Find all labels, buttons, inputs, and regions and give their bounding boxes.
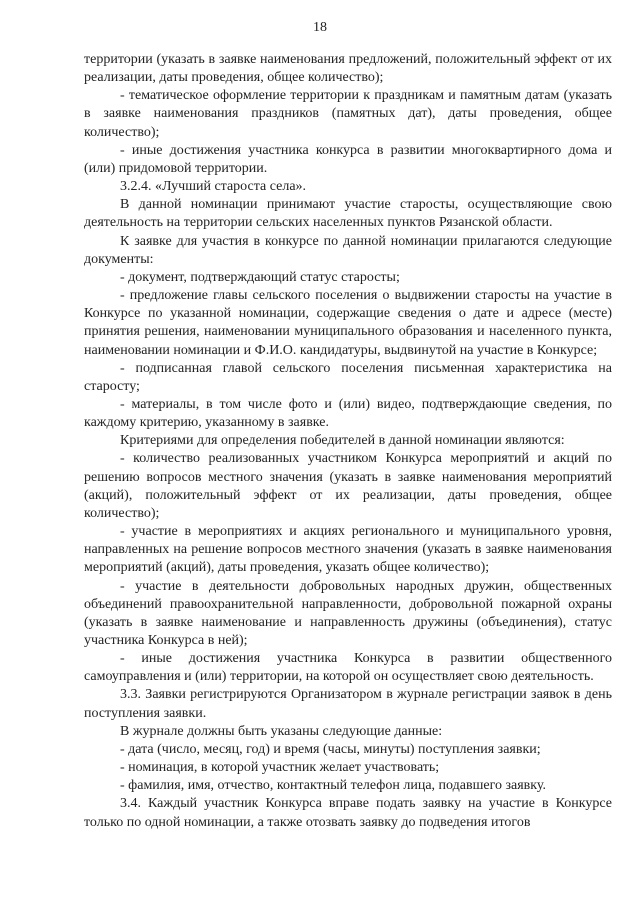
paragraph: - иные достижения участника конкурса в развитии многоквартирного дома и (или) придомовой территории. xyxy=(84,142,612,176)
paragraph: территории (указать в заявке наименования предложений, положительный эффект от их реализации, даты проведения, общее количество); xyxy=(84,52,612,86)
paragraph: В данной номинации принимают участие старосты, осуществляющие свою деятельность на территории сельских населенных пунктов Рязанской области. xyxy=(84,197,612,231)
paragraph: - предложение главы сельского поселения о выдвижении старосты на участие в Конкурсе по указанной номинации, содержащие сведения о дате и адресе (месте) принятия решения, наименовании муниципального образования и населенного пункта, наименовании номинации и Ф.И.О. кандидатуры, выдвинутой на участие в Конкурсе; xyxy=(84,288,612,358)
paragraph: - участие в деятельности добровольных народных дружин, общественных объединений правоохранительной направленности, добровольной пожарной охраны (указать в заявке наименование и направленность дружины (объединения), статус участника Конкурса в ней); xyxy=(84,578,612,648)
paragraph: - подписанная главой сельского поселения письменная характеристика на старосту; xyxy=(84,360,612,394)
paragraph: 3.3. Заявки регистрируются Организатором в журнале регистрации заявок в день поступления заявки. xyxy=(84,687,612,721)
paragraph: 3.2.4. «Лучший староста села». xyxy=(120,179,307,195)
page-number: 18 xyxy=(313,20,327,35)
paragraph: - материалы, в том числе фото и (или) видео, подтверждающие сведения, по каждому критерию, указанному в заявке. xyxy=(84,396,612,431)
paragraph: - дата (число, месяц, год) и время (часы, минуты) поступления заявки; xyxy=(120,741,541,757)
paragraph: В журнале должны быть указаны следующие данные: xyxy=(120,723,443,739)
paragraph: - документ, подтверждающий статус старосты; xyxy=(120,269,400,285)
paragraph: Критериями для определения победителей в данной номинации являются: xyxy=(120,433,565,449)
paragraph: 3.4. Каждый участник Конкурса вправе подать заявку на участие в Конкурсе только по одной номинации, а также отозвать заявку до подведения итогов xyxy=(84,796,612,830)
paragraph: - номинация, в которой участник желает участвовать; xyxy=(120,760,440,776)
paragraph: - количество реализованных участником Конкурса мероприятий и акций по решению вопросов местного значения (указать в заявке наименования мероприятий (акций), положительный эффект от их реализации, даты проведения, общее количество); xyxy=(84,451,612,521)
paragraph: К заявке для участия в конкурсе по данной номинации прилагаются следующие документы: xyxy=(84,233,612,267)
paragraph: - участие в мероприятиях и акциях регионального и муниципального уровня, направленных на решение вопросов местного значения (указать в заявке наименования мероприятий (акций), даты проведения, указать общее количество); xyxy=(84,524,612,576)
paragraph: - иные достижения участника Конкурса в развитии общественного самоуправления и (или) территории, на которой он осуществляет свою деятельность. xyxy=(84,651,612,685)
paragraph: - фамилия, имя, отчество, контактный телефон лица, подавшего заявку. xyxy=(120,778,546,794)
paragraph: - тематическое оформление территории к праздникам и памятным датам (указать в заявке наименования праздников (памятных дат), даты проведения, общее количество); xyxy=(84,88,612,140)
document-body xyxy=(84,51,612,832)
